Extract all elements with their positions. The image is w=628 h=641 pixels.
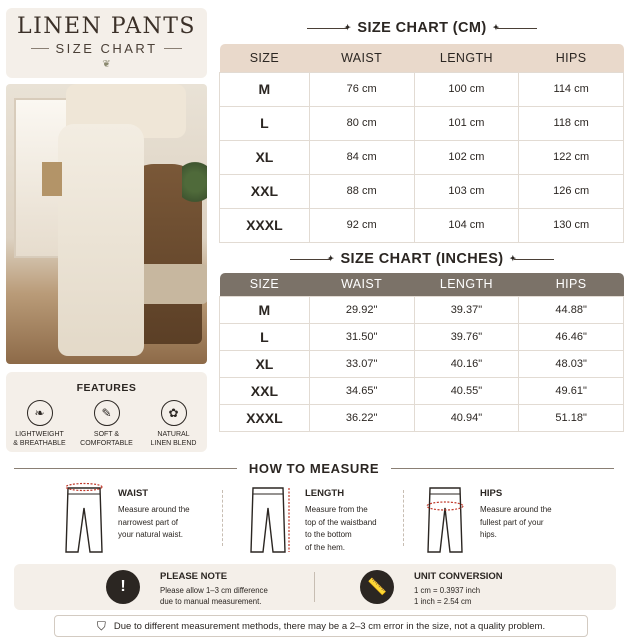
table-row: M 29.92" 39.37" 44.88": [220, 296, 624, 323]
inch-size-table: [219, 273, 624, 432]
feather-icon: ✎: [94, 400, 120, 426]
features-title: FEATURES: [76, 382, 137, 394]
features-box: [6, 372, 207, 452]
feature-item: ✎ SOFT & COMFORTABLE: [76, 400, 138, 448]
table-header-row: SIZE WAIST LENGTH HIPS: [220, 44, 624, 72]
table-row: XXL 88 cm 103 cm 126 cm: [220, 174, 624, 208]
brand-subtitle: SIZE CHART: [55, 41, 158, 56]
feature-item: ❧ LIGHTWEIGHT & BREATHABLE: [9, 400, 71, 448]
table-row: XXXL 36.22" 40.94" 51.18": [220, 404, 624, 431]
table-row: XL 84 cm 102 cm 122 cm: [220, 140, 624, 174]
table-row: L 80 cm 101 cm 118 cm: [220, 106, 624, 140]
disclaimer-text: Due to different measurement methods, there may be a 2–3 cm error in the size, not a quality problem.: [113, 620, 546, 632]
table-row: XXL 34.65" 40.55" 49.61": [220, 377, 624, 404]
pants-waist-icon: [62, 482, 106, 554]
pants-hips-icon: [424, 482, 468, 554]
table-row: XXXL 92 cm 104 cm 130 cm: [220, 208, 624, 242]
shield-check-icon: ⛉: [96, 618, 106, 633]
table-row: M 76 cm 100 cm 114 cm: [220, 72, 624, 106]
feature-item: ✿ NATURAL LINEN BLEND: [143, 400, 205, 448]
disclaimer-bar: [54, 615, 588, 637]
note-title: PLEASE NOTE: [160, 571, 228, 582]
note-text: Please allow 1–3 cm difference due to manual measurement.: [160, 586, 268, 606]
inch-chart-title: ✦SIZE CHART (INCHES)✦: [220, 251, 624, 267]
measure-length: LENGTH Measure from the top of the waistband to the bottom of the hem.: [249, 482, 409, 556]
table-header-row: SIZE WAIST LENGTH HIPS: [220, 273, 624, 296]
leaf-icon: ❧: [27, 400, 53, 426]
cotton-flower-icon: ✿: [161, 400, 187, 426]
conversion-title: UNIT CONVERSION: [414, 571, 503, 582]
leaf-ornament-icon: ❦: [102, 59, 111, 70]
exclamation-icon: !: [106, 570, 140, 604]
ruler-icon: 📏: [360, 570, 394, 604]
left-column: [6, 8, 207, 452]
measure-hips: HIPS Measure around the fullest part of your hips.: [424, 482, 604, 556]
conversion-text: 1 cm = 0.3937 inch 1 inch = 2.54 cm: [414, 586, 481, 606]
table-row: XL 33.07" 40.16" 48.03": [220, 350, 624, 377]
how-to-measure-title: HOW TO MEASURE: [14, 461, 614, 476]
note-bar: [14, 564, 616, 610]
product-photo: [6, 84, 207, 364]
table-row: L 31.50" 39.76" 46.46": [220, 323, 624, 350]
cm-size-table: [219, 44, 624, 243]
cm-chart-title: ✦SIZE CHART (CM)✦: [220, 20, 624, 36]
brand-title: LINEN PANTS: [16, 14, 197, 39]
measure-waist: WAIST Measure around the narrowest part of your natural waist.: [62, 482, 242, 556]
brand-header: [6, 8, 207, 78]
pants-length-icon: [249, 482, 293, 554]
